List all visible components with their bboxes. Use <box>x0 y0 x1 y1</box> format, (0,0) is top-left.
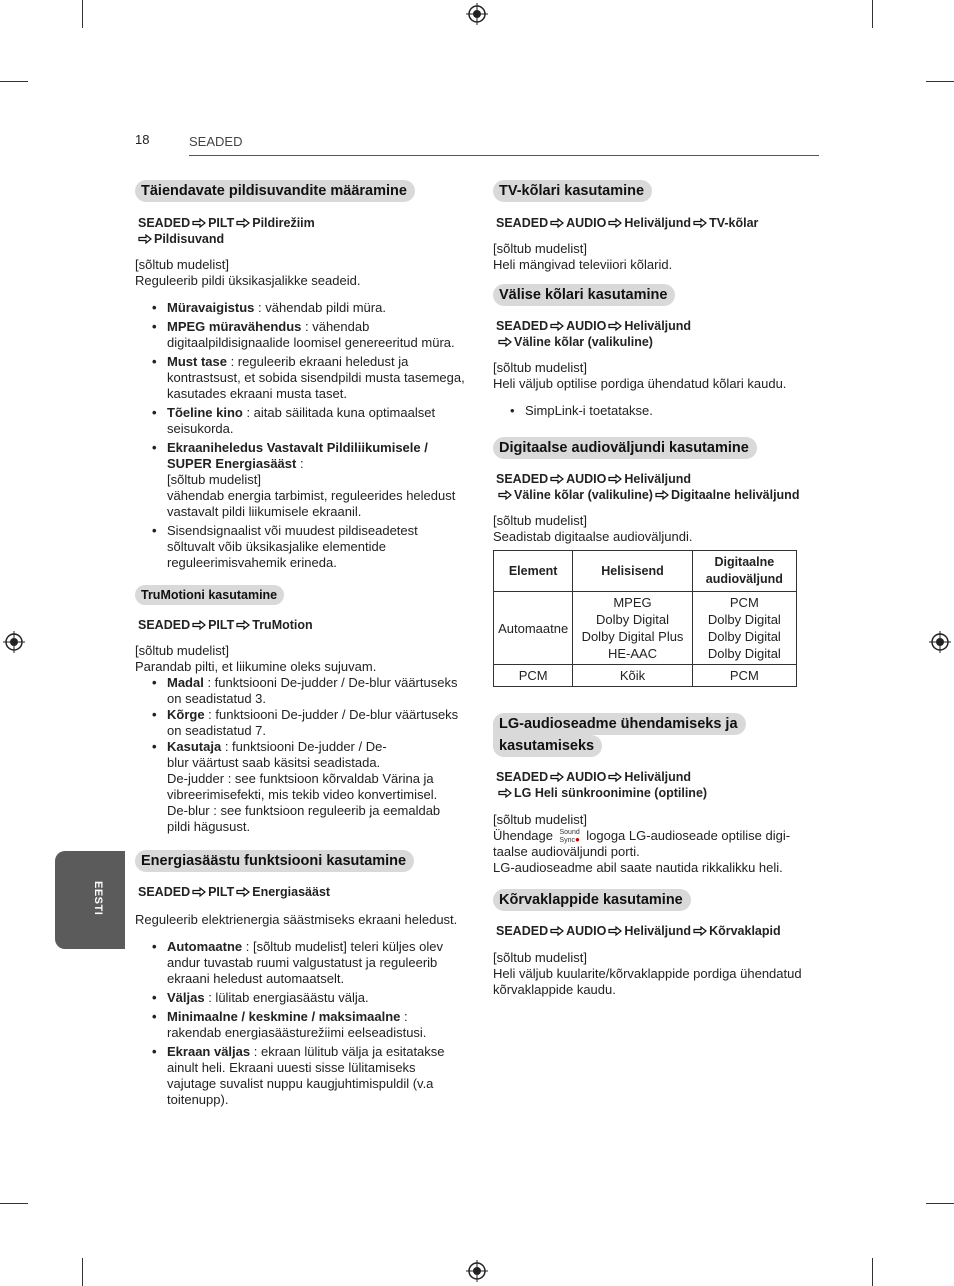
arrow-right-icon <box>498 490 512 500</box>
option-list <box>135 675 465 835</box>
arrow-right-icon <box>550 772 564 782</box>
list-item: • Minimaalne / keskmine / maksimaalne : rakendab energiasäästurežiimi eelseadistusi. <box>135 1009 465 1041</box>
section-description: Parandab pilti, et liikumine oleks sujuvam. <box>135 659 377 674</box>
arrow-right-icon <box>550 218 564 228</box>
table-cell: MPEG Dolby Digital Dolby Digital Plus HE-AAC <box>573 592 692 665</box>
menu-path: SEADED AUDIO Heliväljund LG Heli sünkroonimine (optiline) <box>496 770 708 800</box>
crop-mark <box>926 1203 954 1204</box>
section-heading: Digitaalse audioväljundi kasutamine <box>493 437 757 459</box>
table-cell: Automaatne <box>494 592 573 665</box>
section-description: Heli mängivad televiiori kõlarid. <box>493 257 673 272</box>
arrow-right-icon <box>236 620 250 630</box>
crop-mark <box>0 1203 28 1204</box>
list-item: • MPEG müravähendus : vähendab digitaalpildisignaalide loomisel genereeritud müra. <box>135 319 465 351</box>
table-header: Element <box>494 551 573 592</box>
model-note: [sõltub mudelist] <box>135 643 229 658</box>
table-row <box>494 665 797 687</box>
audio-output-table <box>493 550 797 687</box>
crop-mark <box>82 0 83 28</box>
menu-path: SEADED AUDIO Heliväljund Väline kõlar (valikuline) Digitaalne heliväljund <box>496 472 800 502</box>
section-heading: LG-audioseadme ühendamiseks ja kasutamiseks <box>493 713 823 757</box>
language-tab <box>55 851 125 949</box>
list-item: • Ekraan väljas : ekraan lülitub välja ja esitatakse ainult heli. Ekraani uuesti sisse lülitamiseks vajutage suvalist nuppu kaugjuhtimispuldil (v.a toitenupp). <box>135 1044 465 1108</box>
arrow-right-icon <box>236 887 250 897</box>
crop-mark <box>872 1258 873 1286</box>
crop-mark <box>872 0 873 28</box>
menu-path: SEADED AUDIO Heliväljund Kõrvaklapid <box>496 924 781 938</box>
table-cell: PCM Dolby Digital Dolby Digital Dolby Digital <box>692 592 796 665</box>
arrow-right-icon <box>693 218 707 228</box>
model-note: [sõltub mudelist] <box>493 812 587 827</box>
option-list <box>135 939 465 1108</box>
subsection-heading: TruMotioni kasutamine <box>135 585 284 605</box>
list-item: • Väljas : lülitab energiasäästu välja. <box>135 990 465 1006</box>
section-description: Reguleerib elektrienergia säästmiseks ekraani heledust. <box>135 912 458 927</box>
arrow-right-icon <box>498 788 512 798</box>
table-cell: PCM <box>692 665 796 687</box>
list-item: • SimpLink-i toetatakse. <box>493 403 823 419</box>
arrow-right-icon <box>608 321 622 331</box>
table-header: Digitaalne audioväljund <box>692 551 796 592</box>
left-column <box>135 180 465 1108</box>
crop-mark <box>0 81 28 82</box>
header-rule <box>189 155 819 156</box>
arrow-right-icon <box>192 887 206 897</box>
arrow-right-icon <box>693 926 707 936</box>
list-item: • Madal : funktsiooni De-judder / De-blur väärtuseks on seadistatud 3. <box>135 675 465 707</box>
language-label: EESTI <box>92 881 104 916</box>
menu-path: SEADED AUDIO Heliväljund Väline kõlar (valikuline) <box>496 319 692 349</box>
note-list <box>493 403 823 419</box>
section-description: Reguleerib pildi üksikasjalikke seadeid. <box>135 273 361 288</box>
menu-path: SEADED AUDIO Heliväljund TV-kõlar <box>496 216 759 230</box>
list-item: • Ekraaniheledus Vastavalt Pildiliikumisele / SUPER Energiasääst : [sõltub mudelist] vähendab energia tarbimist, reguleerides heledust vastavalt pildi liikumisele ekraanil. <box>135 440 465 520</box>
crop-mark <box>926 81 954 82</box>
arrow-right-icon <box>655 490 669 500</box>
registration-mark-icon <box>466 3 488 25</box>
list-item: • Automaatne : [sõltub mudelist] teleri küljes olev andur tuvastab ruumi valgustatust ja reguleerib ekraani heledust automaatselt. <box>135 939 465 987</box>
registration-mark-icon <box>3 631 25 653</box>
section-title: SEADED <box>189 134 243 149</box>
arrow-right-icon <box>608 772 622 782</box>
table-cell: PCM <box>494 665 573 687</box>
arrow-right-icon <box>192 620 206 630</box>
section-description: Seadistab digitaalse audioväljundi. <box>493 529 693 544</box>
table-cell: Kõik <box>573 665 692 687</box>
section-heading: Täiendavate pildisuvandite määramine <box>135 180 415 202</box>
menu-path: SEADED PILT Energiasääst <box>138 885 331 899</box>
sound-sync-logo-icon: Sound Sync● <box>559 829 580 844</box>
table-header-row <box>494 551 797 592</box>
model-note: [sõltub mudelist] <box>493 950 587 965</box>
table-row <box>494 592 797 665</box>
model-note: [sõltub mudelist] <box>135 257 229 272</box>
section-description: Ühendage Sound Sync● logoga LG-audioseade optilise digi- taalse audioväljundi porti. LG-audioseadme abil saate nautida rikkalikku heli. <box>493 828 791 875</box>
model-note: [sõltub mudelist] <box>493 241 587 256</box>
arrow-right-icon <box>138 234 152 244</box>
list-item: • Must tase : reguleerib ekraani heledust ja kontrastsust, et sobida sisendpildi musta tasemega, kasutades ekraani musta taset. <box>135 354 465 402</box>
arrow-right-icon <box>236 218 250 228</box>
registration-mark-icon <box>466 1260 488 1282</box>
list-item: • Kõrge : funktsiooni De-judder / De-blur väärtuseks on seadistatud 7. <box>135 707 465 739</box>
section-description: Heli väljub kuularite/kõrvaklappide pordiga ühendatud kõrvaklappide kaudu. <box>493 966 802 997</box>
section-heading: Välise kõlari kasutamine <box>493 284 675 306</box>
section-heading: Kõrvaklappide kasutamine <box>493 889 691 911</box>
section-heading: TV-kõlari kasutamine <box>493 180 652 202</box>
arrow-right-icon <box>550 474 564 484</box>
list-item: • Sisendsignaalist või muudest pildiseadetest sõltuvalt võib üksikasjalike elementide reguleerimisvahemik erineda. <box>135 523 465 571</box>
registration-mark-icon <box>929 631 951 653</box>
arrow-right-icon <box>608 474 622 484</box>
table-header: Helisisend <box>573 551 692 592</box>
arrow-right-icon <box>550 926 564 936</box>
section-heading: Energiasäästu funktsiooni kasutamine <box>135 850 414 872</box>
section-description: Heli väljub optilise pordiga ühendatud kõlari kaudu. <box>493 376 787 391</box>
option-list <box>135 300 465 571</box>
menu-path: SEADED PILT Pildirežiim Pildisuvand <box>138 216 315 246</box>
list-item: • Kasutaja : funktsiooni De-judder / De- blur väärtust saab käsitsi seadistada. De-judder : see funktsioon kõrvaldab Värina ja vibreerimisefekti, mis tekib video konvertimisel. De-blur : see funktsioon reguleerib ja eemaldab pildi hägusust. <box>135 739 465 835</box>
model-note: [sõltub mudelist] <box>493 360 587 375</box>
arrow-right-icon <box>498 337 512 347</box>
menu-path: SEADED PILT TruMotion <box>138 618 313 632</box>
arrow-right-icon <box>608 926 622 936</box>
arrow-right-icon <box>192 218 206 228</box>
arrow-right-icon <box>550 321 564 331</box>
list-item: • Tõeline kino : aitab säilitada kuna optimaalset seisukorda. <box>135 405 465 437</box>
arrow-right-icon <box>608 218 622 228</box>
crop-mark <box>82 1258 83 1286</box>
page-number: 18 <box>135 132 150 147</box>
list-item: • Müravaigistus : vähendab pildi müra. <box>135 300 465 316</box>
model-note: [sõltub mudelist] <box>493 513 587 528</box>
right-column <box>493 180 823 998</box>
